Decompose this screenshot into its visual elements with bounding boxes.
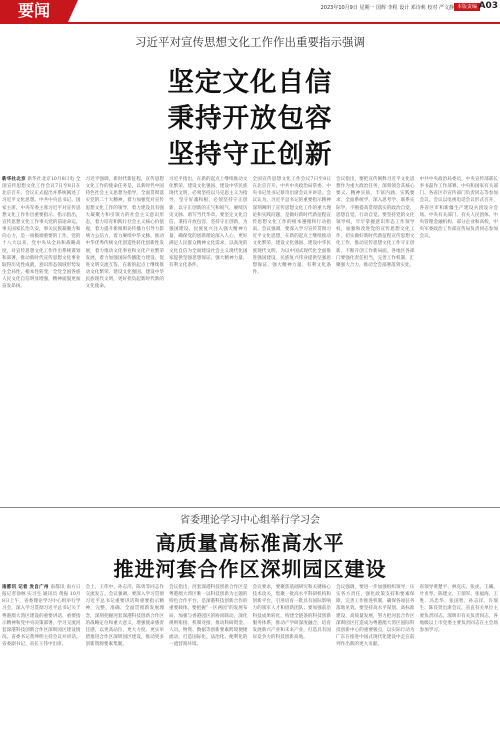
story2-kicker: 省委理论学习中心组举行学习会 <box>180 515 320 526</box>
story2-column-1 <box>2 584 81 748</box>
story1-headline-line-3: 坚持守正创新 <box>167 139 333 170</box>
story2-column-2: 会上，王伟中、孙志洋、陈勇等同志作交流发言。会议强调，要深入学习贯彻习近平总书记重要讲话和重要指示精神，完整、准确、全面贯彻新发展理念，深刻把握河套深港科技创新合作区的战略定位和重大意义，增强使命感责任感，以更高站位、更大力度、更实举措推进合作区深圳园区建设，推动更多创新资源要素集聚。 <box>85 585 164 648</box>
story1-column-2: 习近平强调，新时代新征程，宣传思想文化工作的使命任务是，以新时代中国特色社会主义思想为指导，全面贯彻落实党的二十大精神，着力加强党对宣传思想文化工作的领导，着力建设具有强大凝聚力和引领力的社会主义意识形态，着力培育和践行社会主义核心价值观，着力提升新闻舆论传播力引导力影响力公信力，着力赓续中华文脉、推动中华优秀传统文化创造性转化创新性发展，着力推动文化事业和文化产业繁荣发展，着力加强国际传播能力建设、促进文明交流互鉴，在新的起点上继续推动文化繁荣、建设文化强国、建设中华民族现代文明，更好担负起新时代新的文化使命。 <box>85 177 164 290</box>
story1-kicker: 习近平对宣传思想文化工作作出重要指示强调 <box>135 35 365 49</box>
date-and-staff-info: 2023年10月9日 星期一 国辉 李程 设计 邓诗莉 校对 严文静 <box>320 5 454 11</box>
story2-column-3: 会议指出，河套深港科技创新合作区是粤港澳大湾区唯一以科技创新为主题的特色合作平台，是深港科技创新合作的重要载体。要把握“一区两园”的发展布局，加强与香港园区的协同联动，深化规则衔接、机制对接，推动科研资金、人员、物资、数据等创新要素跨境便捷流动，打造国际化、法治化、便利化的一流营商环境。 <box>169 585 248 648</box>
section-tag: 要闻 <box>0 0 68 22</box>
section-tag-tail <box>68 0 78 22</box>
story1-column-5: 会议指出，要把宣传阐释习近平文化思想作为重大政治任务，深刻领会其核心要义、精神实质、丰富内涵、实践要求，全面系统学、深入思考学、联系实际学，不断提高贯彻落实的政治自觉、思想自觉、行动自觉。要坚持党的文化领导权，牢牢掌握意识形态工作领导权，加强和改进党的宣传思想文化工作，切实做好新时代新征程宣传思想文化工作，推动宣传思想文化工作守正创新，不断开创工作新局面。各地区各部门要强化责任担当，完善工作机制，汇聚强大合力，推动全会部署落到实处。 <box>336 177 415 268</box>
story1-body <box>2 176 498 503</box>
story2-column-5: 会议强调，要进一步加强组织领导，压实各方责任，强化政策支持和要素保障，完善工作推进机制，确保各项任务落地见效。要坚持高水平谋划、高标准建设、高质量发展，努力把河套合作区深圳园区打造成为粤港澳大湾区国际科技创新中心的重要极点，以实际行动为广东在推进中国式现代化建设中走在前列作出新的更大贡献。 <box>336 585 415 648</box>
story1-column-6: 中共中央政治局委员、中央宣传部部长李书磊作工作部署。中央和国家有关部门、各省区市宣传部门负责同志等参加会议。会议以电视电话会议形式召开，各省区市和新疆生产建设兵团设分会场。中央有关部门、有关人民团体、中央管理金融机构、部分企业和高校，中央军委政治工作部宣传局负责同志参加会议。 <box>419 177 498 240</box>
editor-tag: 本版责编 <box>454 3 480 11</box>
story2-column-6: 省领导黄楚平、林克庆、张虎、王曦、叶贞琴、陈建文、王瑞军、张福海、王胜、冯忠华、张国智、孙志洋、许瑞生、陈良贤出席会议。省直有关单位主要负责同志、深圳市有关负责同志，各地级以上市党委主要负责同志在主会场参加学习。 <box>419 585 498 633</box>
story2-headline-line-2: 推进河套合作区深圳园区建设 <box>113 557 387 581</box>
story2-byline: 南都讯 记者 发自广州 <box>2 585 49 590</box>
story2-column-1-text: 南都讯 南方日报记者徐林 实习生 通讯员 黄振 10月8日上午，省委理论学习中心组举行学习会，深入学习贯彻习近平总书记关于粤港澳大湾区建设的重要讲话、重要指示精神和党中央决策部署，学习交流河套深港科技创新合作区深圳园区建设情况。省委书记黄坤明主持会议并讲话。省委副书记、省长王伟中出席。 <box>2 585 81 648</box>
page-masthead <box>0 0 500 26</box>
story1-headline-line-2: 秉持开放包容 <box>167 103 333 134</box>
story1-column-1-text: 新华社北京10月8日电 全国宣传思想文化工作会议7日至8日在北京召开。会议正式提出并系统阐述了习近平文化思想。中共中央总书记、国家主席、中央军委主席习近平对宣传思想文化工作作出重要指示。指示指出，宣传思想文化工作事关党的前途命运，事关国家长治久安，事关民族凝聚力和向心力，是一项极端重要的工作。党的十八大以来，党中央从全局和战略高度，对宣传思想文化工作作出系统谋划和部署，推动新时代宣传思想文化事业取得历史性成就，意识形态领域形势发生全局性、根本性转变，全党全国各族人民文化自信明显增强，精神面貌更加奋发昂扬。 <box>2 177 81 290</box>
story1-byline: 新华社北京 <box>2 177 26 182</box>
story2-headline-line-1: 高质量高标准高水平 <box>155 531 345 555</box>
masthead-rule <box>0 22 500 24</box>
story1-column-1 <box>2 176 81 503</box>
story2-body <box>2 584 498 748</box>
story-divider <box>0 507 500 508</box>
story2-column-4: 会议要求，要聚焦基础研究和关键核心技术攻关，集聚一批高水平科研机构和创新平台，引进培育一批具有国际影响力的领军人才和创新团队；要加强前沿科技成果转化，构建全链条的科技创新服务体系，推动产学研深度融合，培育发展新兴产业和未来产业，打造具有国际竞争力的科技创新高地。 <box>252 585 331 641</box>
story1-column-3: 习近平指出，在新的起点上继续推动文化繁荣、建设文化强国、建设中华民族现代文明，必须坚持以马克思主义为指导，坚守好魂和根，必须坚持守正创新，以守正创新的正气和锐气，赓续历史文脉、谱写当代华章。要坚定文化自信，秉持开放包容，坚持守正创新，为强国建设、民族复兴注入强大精神力量，确保党的创新理论深入人心，更好满足人民群众精神文化需求，以高度的文化自信为全面建设社会主义现代化国家提供坚强思想保证、强大精神力量、有利文化条件。 <box>169 177 248 268</box>
page-number: A03 <box>478 1 498 11</box>
story1-headline-line-1: 坚定文化自信 <box>167 67 333 98</box>
story1-column-4: 全国宣传思想文化工作会议7日至8日在北京召开。中共中央政治局常委、中央书记处书记蔡奇出席会议并讲话。会议认为，习近平总书记的重要指示精神深刻阐明了宣传思想文化工作的重大理论和实践问题，是做好新时代新征程宣传思想文化工作的根本遵循和行动指南。会议强调，要深入学习宣传贯彻习近平文化思想，在新的起点上继续推动文化繁荣、建设文化强国、建设中华民族现代文明，为以中国式现代化全面推进强国建设、民族复兴伟业提供坚强思想保证、强大精神力量、有利文化条件。 <box>252 177 331 276</box>
